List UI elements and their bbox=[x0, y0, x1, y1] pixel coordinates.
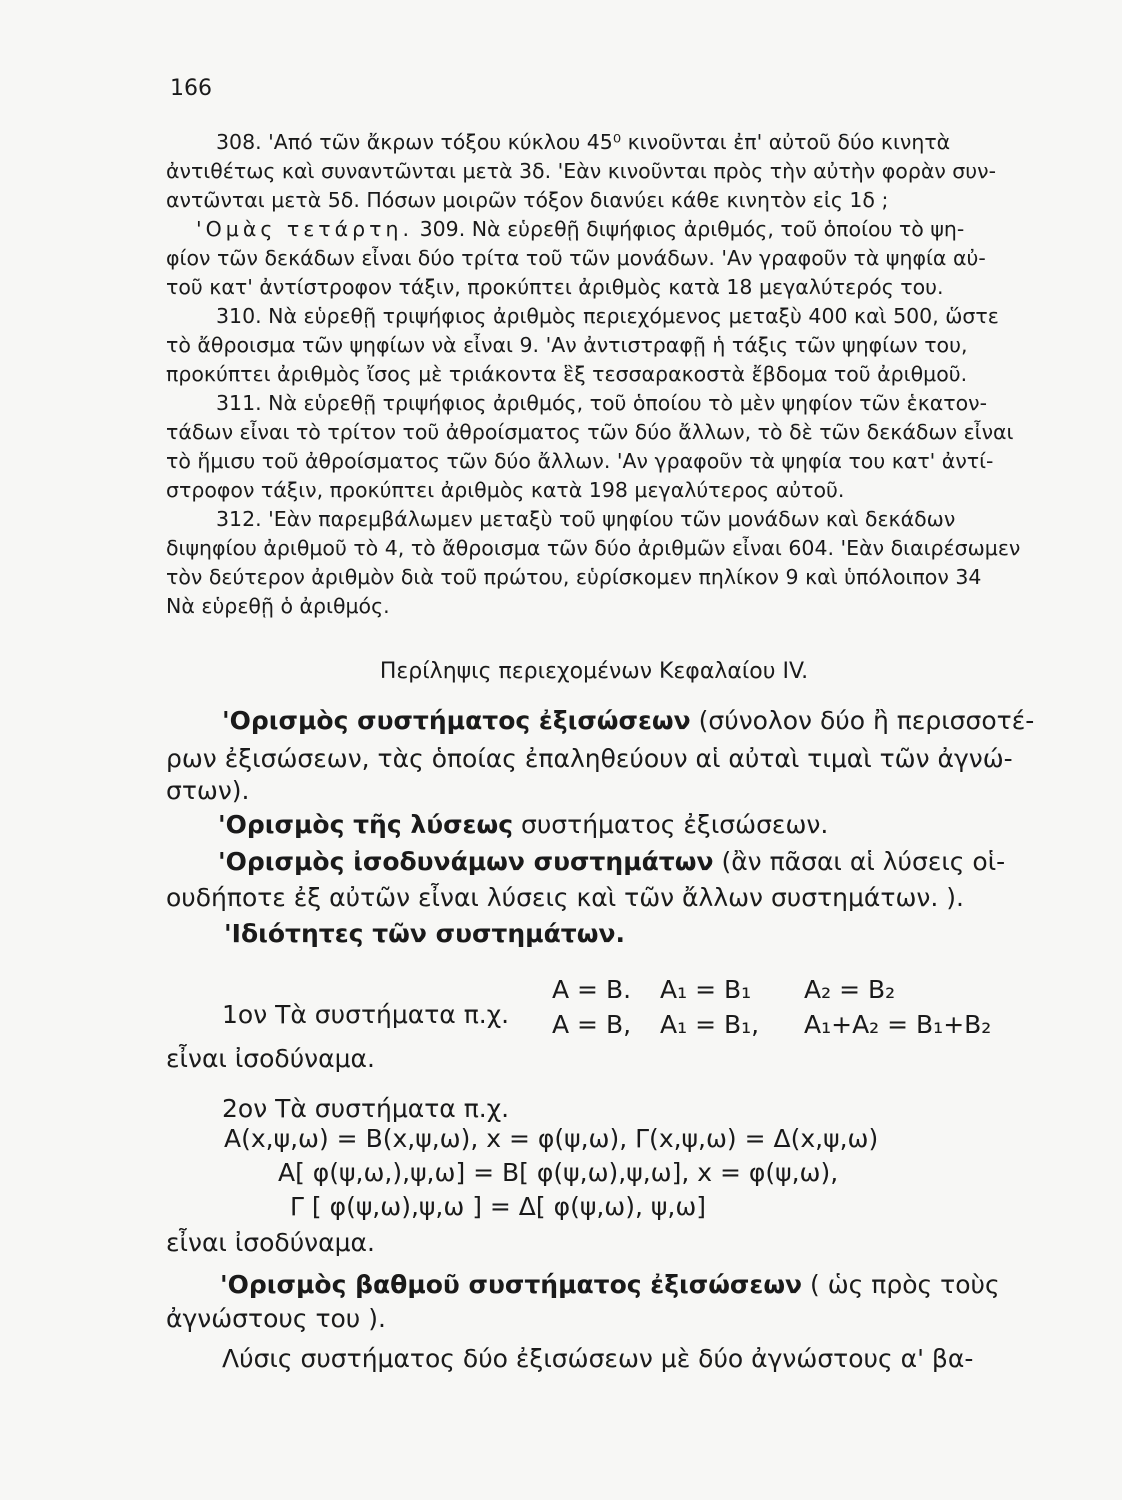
exercise-312-line-1: 312. 'Εὰν παρεμβάλωμεν μεταξὺ τοῦ ψηφίου τῶν μονάδων καὶ δεκάδων bbox=[216, 507, 956, 531]
item-1-eq-row-1-a: A = B. bbox=[552, 975, 632, 1004]
definition-system-line-2: ρων ἐξισώσεων, τὰς ὁποίας ἐπαληθεύουν αἱ αὐταὶ τιμαὶ τῶν ἀγνώ- bbox=[166, 744, 1013, 773]
exercise-311-line-3: τὸ ἥμισυ τοῦ ἀθροίσματος τῶν δύο ἄλλων. 'Αν γραφοῦν τὰ ψηφία του κατ' ἀντί- bbox=[166, 449, 994, 473]
exercise-308-line-2: ἀντιθέτως καὶ συναντῶνται μετὰ 3δ. 'Εὰν κινοῦνται πρὸς τὴν αὐτὴν φορὰν συν- bbox=[166, 159, 997, 183]
item-1-eq-row-1-c: A₂ = B₂ bbox=[804, 975, 896, 1004]
page-number: 166 bbox=[170, 76, 212, 101]
item-1-eq-row-1-b: A₁ = B₁ bbox=[660, 975, 752, 1004]
exercise-312-line-3: τὸν δεύτερον ἀριθμὸν διὰ τοῦ πρώτου, εὑρίσκομεν πηλίκον 9 καὶ ὑπόλοιπον 34 bbox=[166, 565, 982, 589]
definition-system-text: (σύνολον δύο ἢ περισσοτέ- bbox=[698, 706, 1035, 735]
exercise-310-line-1: 310. Νὰ εὑρεθῇ τριψήφιος ἀριθμὸς περιεχόμενος μεταξὺ 400 καὶ 500, ὥστε bbox=[216, 304, 999, 328]
definition-degree-text: ( ὡς πρὸς τοὺς bbox=[810, 1270, 1000, 1299]
exercise-312-line-2: διψηφίου ἀριθμοῦ τὸ 4, τὸ ἄθροισμα τῶν δύο ἀριθμῶν εἶναι 604. 'Εὰν διαιρέσωμεν bbox=[166, 536, 1021, 560]
summary-title: Περίληψις περιεχομένων Κεφαλαίου IV. bbox=[379, 659, 809, 684]
item-1-eq-row-2-c: A₁+A₂ = B₁+B₂ bbox=[804, 1010, 992, 1039]
group-label: 'Ομὰς τετάρτη. bbox=[196, 217, 414, 241]
item-1-label: 1ον Τὰ συστήματα π.χ. bbox=[222, 1000, 510, 1029]
item-2-eq-3: Γ [ φ(ψ,ω),ψ,ω ] = Δ[ φ(ψ,ω), ψ,ω] bbox=[290, 1192, 707, 1221]
item-2-eq-2: A[ φ(ψ,ω,),ψ,ω] = B[ φ(ψ,ω),ψ,ω], x = φ(ψ,ω), bbox=[278, 1158, 839, 1187]
exercise-308-line-3: αντῶνται μετὰ 5δ. Πόσων μοιρῶν τόξον διανύει κάθε κινητὸν εἰς 1δ ; bbox=[166, 188, 889, 212]
exercise-309-line-3: τοῦ κατ' ἀντίστροφον τάξιν, προκύπτει ἀριθμὸς κατὰ 18 μεγαλύτερός του. bbox=[166, 275, 944, 299]
definition-equivalent-line-1 bbox=[166, 843, 1022, 881]
definition-solution bbox=[166, 806, 1022, 844]
item-2-equivalent: εἶναι ἰσοδύναμα. bbox=[166, 1228, 375, 1257]
exercise-312-line-4: Νὰ εὑρεθῇ ὁ ἀριθμός. bbox=[166, 594, 390, 618]
definition-degree-line-1 bbox=[166, 1266, 1022, 1304]
definition-equivalent-term: 'Ορισμὸς ἰσοδυνάμων συστημάτων bbox=[218, 847, 714, 876]
properties-heading: 'Ιδιότητες τῶν συστημάτων. bbox=[224, 919, 625, 948]
definition-equivalent-line-2: ουδήποτε ἐξ αὐτῶν εἶναι λύσεις καὶ τῶν ἄλλων συστημάτων. ). bbox=[166, 883, 964, 912]
exercise-310-line-3: προκύπτει ἀριθμὸς ἴσος μὲ τριάκοντα ἓξ τεσσαρακοστὰ ἔβδομα τοῦ ἀριθμοῦ. bbox=[166, 362, 968, 386]
definition-solution-text: συστήματος ἐξισώσεων. bbox=[520, 810, 829, 839]
exercise-309-line-2: φίον τῶν δεκάδων εἶναι δύο τρίτα τοῦ τῶν μονάδων. 'Αν γραφοῦν τὰ ψηφία αὐ- bbox=[166, 246, 986, 270]
item-1-equivalent: εἶναι ἰσοδύναμα. bbox=[166, 1044, 375, 1073]
exercise-309-start: 309. Νὰ εὑρεθῇ διψήφιος ἀριθμός, τοῦ ὁποίου τὸ ψη- bbox=[419, 217, 965, 241]
definition-degree-term: 'Ορισμὸς βαθμοῦ συστήματος ἐξισώσεων bbox=[220, 1270, 803, 1299]
exercise-310-line-2: τὸ ἄθροισμα τῶν ψηφίων νὰ εἶναι 9. 'Αν ἀντιστραφῇ ἡ τάξις τῶν ψηφίων του, bbox=[166, 333, 968, 357]
item-1-eq-row-2-b: A₁ = B₁, bbox=[660, 1010, 760, 1039]
exercise-311-line-1: 311. Νὰ εὑρεθῇ τριψήφιος ἀριθμός, τοῦ ὁποίου τὸ μὲν ψηφίον τῶν ἑκατον- bbox=[216, 391, 988, 415]
definition-system-term: 'Ορισμὸς συστήματος ἐξισώσεων bbox=[222, 706, 691, 735]
exercise-311-line-2: τάδων εἶναι τὸ τρίτον τοῦ ἀθροίσματος τῶν δύο ἄλλων, τὸ δὲ τῶν δεκάδων εἶναι bbox=[166, 420, 1014, 444]
exercise-308-line-1: 308. 'Από τῶν ἄκρων τόξου κύκλου 45⁰ κινοῦνται ἐπ' αὐτοῦ δύο κινητὰ bbox=[216, 130, 951, 154]
definition-system-line-3: στων). bbox=[166, 776, 250, 805]
last-line: Λύσις συστήματος δύο ἐξισώσεων μὲ δύο ἀγνώστους α' βα- bbox=[222, 1344, 974, 1373]
item-2-label: 2ον Τὰ συστήματα π.χ. bbox=[222, 1094, 510, 1123]
definition-system-line-1 bbox=[166, 702, 1035, 740]
definition-solution-term: 'Ορισμὸς τῆς λύσεως bbox=[218, 810, 514, 839]
exercise-309-line-1 bbox=[166, 214, 1022, 244]
definition-degree-line-2: ἀγνώστους του ). bbox=[166, 1304, 386, 1333]
definition-equivalent-text: (ἂν πᾶσαι αἱ λύσεις οἱ- bbox=[721, 847, 1006, 876]
item-1-eq-row-2-a: A = B, bbox=[552, 1010, 632, 1039]
exercise-311-line-4: στροφον τάξιν, προκύπτει ἀριθμὸς κατὰ 198 μεγαλύτερος αὐτοῦ. bbox=[166, 478, 845, 502]
item-2-eq-1: A(x,ψ,ω) = B(x,ψ,ω), x = φ(ψ,ω), Γ(x,ψ,ω) = Δ(x,ψ,ω) bbox=[224, 1124, 879, 1153]
